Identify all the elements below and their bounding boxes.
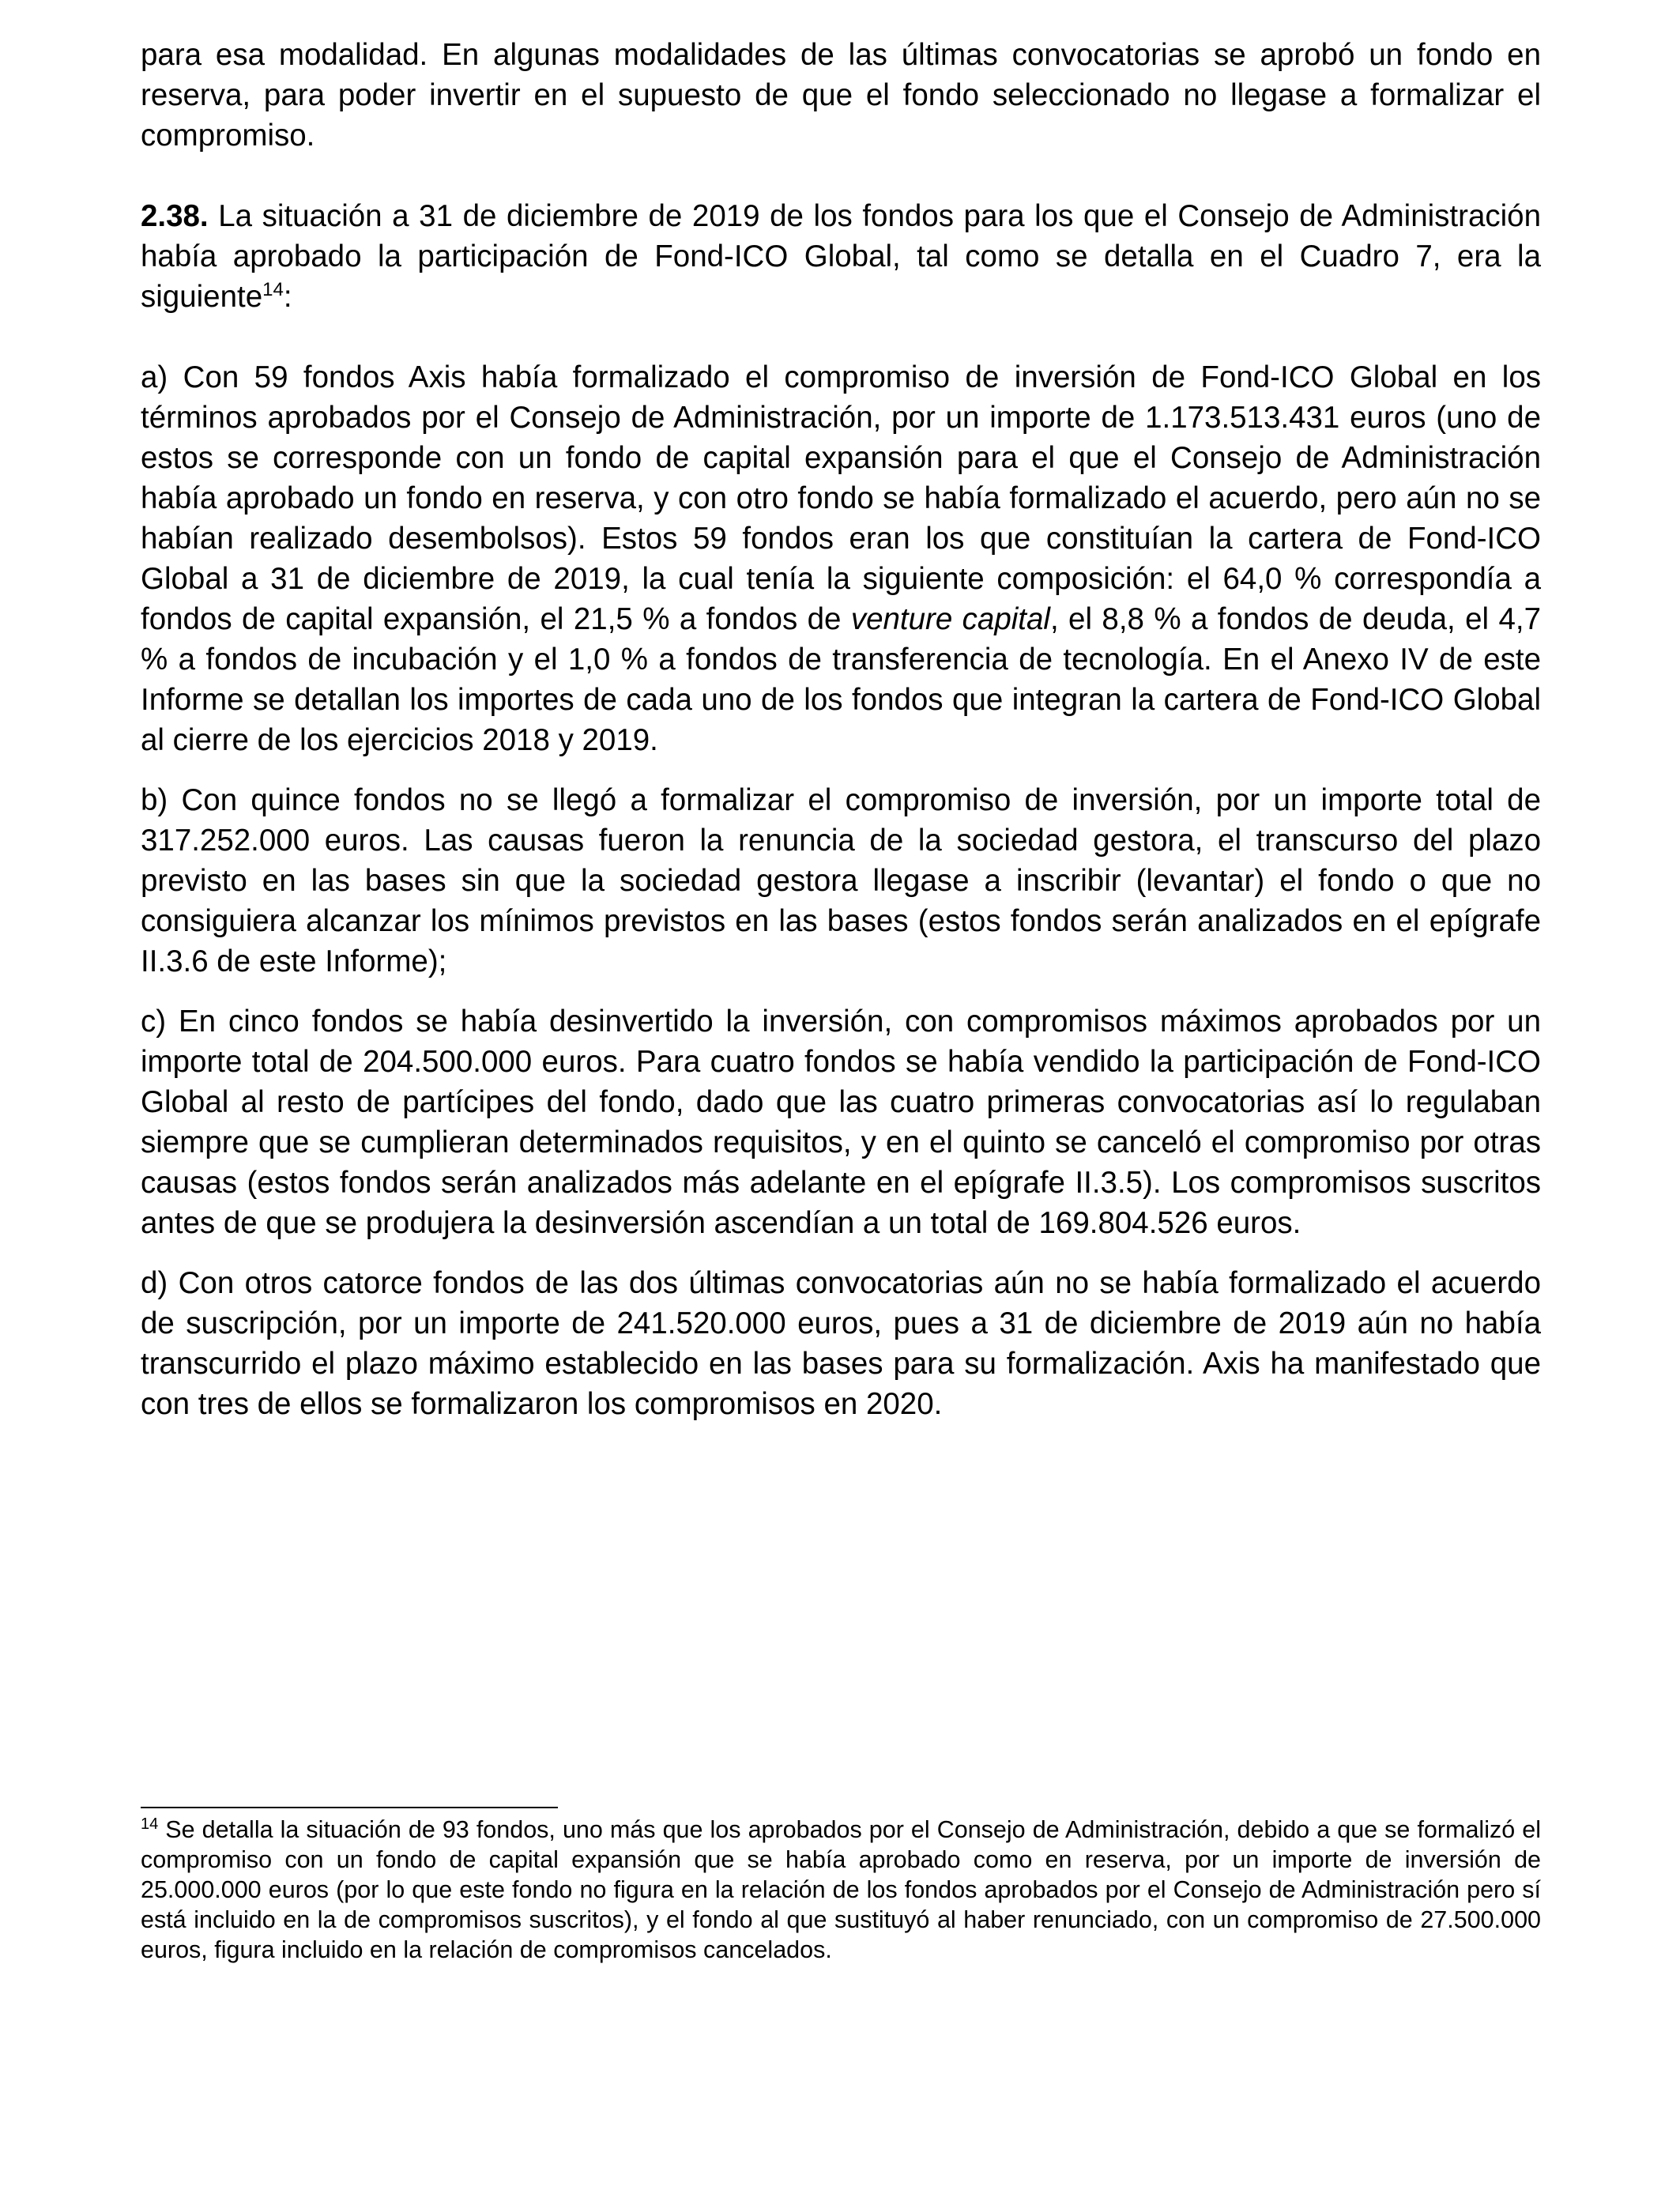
item-a-paragraph	[141, 357, 1541, 760]
item-a-text-1: a) Con 59 fondos Axis había formalizado el compromiso de inversión de Fond-ICO Global en los términos aprobados por el Consejo de Administración, por un importe de 1.173.513.431 euros (uno de estos se corresponde con un fondo de capital expansión para el que el Consejo de Administración había aprobado un fondo en reserva, y con otro fondo se había formalizado el acuerdo, pero aún no se habían realizado desembolsos). Estos 59 fondos eran los que constituían la cartera de Fond-ICO Global a 31 de diciembre de 2019, la cual tenía la siguiente composición: el 64,0 % correspondía a fondos de capital expansión, el 21,5 % a fondos de	[141, 360, 1541, 636]
section-2-38-text-end: :	[283, 280, 292, 314]
footnote-reference[interactable]: 14	[262, 279, 284, 300]
item-c-paragraph: c) En cinco fondos se había desinvertido la inversión, con compromisos máximos aprobados por un importe total de 204.500.000 euros. Para cuatro fondos se había vendido la participación de Fond-ICO Global al resto de partícipes del fondo, dado que las cuatro primeras convocatorias así lo regulaban siempre que se cumplieran determinados requisitos, y en el quinto se canceló el compromiso por otras causas (estos fondos serán analizados más adelante en el epígrafe II.3.5). Los compromisos suscritos antes de que se produjera la desinversión ascendían a un total de 169.804.526 euros.	[141, 1005, 1541, 1240]
intro-paragraph: para esa modalidad. En algunas modalidades de las últimas convocatorias se aprobó un fondo en reserva, para poder invertir en el supuesto de que el fondo seleccionado no llegase a formalizar el compromiso.	[141, 38, 1541, 153]
item-a-italic-term: venture capital	[850, 602, 1050, 636]
document-body	[141, 35, 1541, 1424]
item-a-text-2: , el 8,8 % a fondos de deuda, el 4,7 % a fondos de incubación y el 1,0 % a fondos de transferencia de tecnología. En el Anexo IV de este Informe se detallan los importes de cada uno de los fondos que integran la cartera de Fond-ICO Global al cierre de los ejercicios 2018 y 2019.	[141, 602, 1541, 757]
footnote-text: Se detalla la situación de 93 fondos, uno más que los aprobados por el Consejo de Administración, debido a que se formalizó el compromiso con un fondo de capital expansión que se había aprobado como en reserva, por un importe de inversión de 25.000.000 euros (por lo que este fondo no figura en la relación de los fondos aprobados por el Consejo de Administración pero sí está incluido en la de compromisos suscritos), y el fondo al que sustituyó al haber renunciado, con un compromiso de 27.500.000 euros, figura incluido en la relación de compromisos cancelados.	[141, 1816, 1541, 1963]
footnote-separator	[141, 1807, 558, 1808]
section-2-38-text: La situación a 31 de diciembre de 2019 de los fondos para los que el Consejo de Administración había aprobado la participación de Fond-ICO Global, tal como se detalla en el Cuadro 7, era la siguiente	[141, 199, 1541, 314]
footnote-marker: 14	[141, 1815, 159, 1833]
item-b-paragraph: b) Con quince fondos no se llegó a formalizar el compromiso de inversión, por un importe total de 317.252.000 euros. Las causas fueron la renuncia de la sociedad gestora, el transcurso del plazo previsto en las bases sin que la sociedad gestora llegase a inscribir (levantar) el fondo o que no consiguiera alcanzar los mínimos previstos en las bases (estos fondos serán analizados en el epígrafe II.3.6 de este Informe);	[141, 783, 1541, 978]
section-number: 2.38.	[141, 199, 209, 233]
section-2-38-paragraph	[141, 196, 1541, 317]
footnote	[141, 1815, 1541, 1965]
item-d-paragraph: d) Con otros catorce fondos de las dos últimas convocatorias aún no se había formalizado el acuerdo de suscripción, por un importe de 241.520.000 euros, pues a 31 de diciembre de 2019 aún no había transcurrido el plazo máximo establecido en las bases para su formalización. Axis ha manifestado que con tres de ellos se formalizaron los compromisos en 2020.	[141, 1266, 1541, 1421]
